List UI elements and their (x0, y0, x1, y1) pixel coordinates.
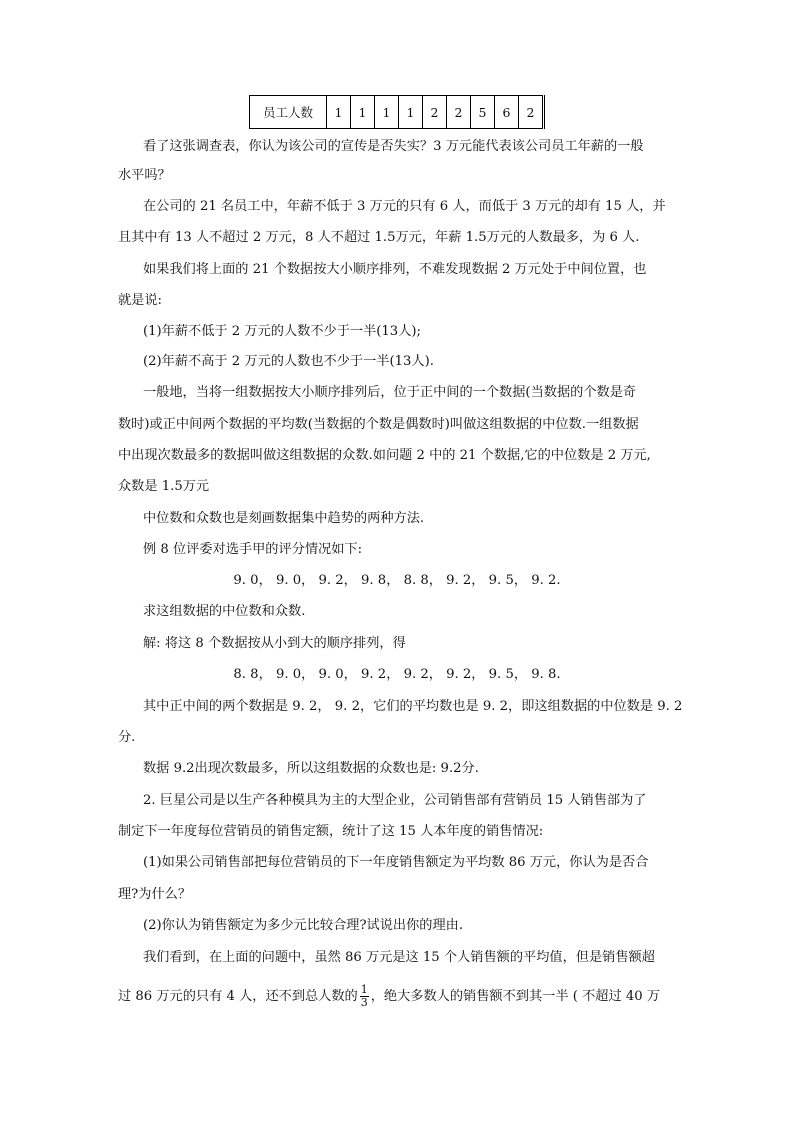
table-cell: 1 (375, 96, 399, 129)
paragraph-line (118, 984, 680, 1009)
sorted-score-list: 8. 8， 9. 0， 9. 0， 9. 2， 9. 2， 9. 2， 9. 5， 9. 8. (233, 667, 561, 682)
paragraph-line: 其中正中间的两个数据是 9. 2， 9. 2，它们的平均数也是 9. 2，即这组数据的中位数是 9. 2 (143, 699, 683, 714)
paragraph-line: 分. (118, 730, 136, 745)
employee-count-table (249, 95, 545, 129)
paragraph-line: 我们看到，在上面的问题中，虽然 86 万元是这 15 个人销售额的平均值，但是销售额超 (143, 950, 655, 965)
table-cell: 1 (351, 96, 375, 129)
text-span: ，绝大多数人的销售额不到其一半 ( 不超过 40 万 (370, 989, 661, 1004)
table-cell: 2 (423, 96, 447, 129)
paragraph-line: 且其中有 13 人不超过 2 万元，8 人不超过 1.5万元，年薪 1.5万元的人数最多，为 6 人. (118, 230, 640, 245)
fraction-numerator: 1 (360, 983, 368, 996)
paragraph-line: 数据 9.2出现次数最多，所以这组数据的众数也是: 9.2分. (143, 761, 479, 776)
score-list: 9. 0， 9. 0， 9. 2， 9. 8， 8. 8， 9. 2， 9. 5， 9. 2. (233, 573, 561, 588)
paragraph-line: 看了这张调查表，你认为该公司的宣传是否失实？3 万元能代表该公司员工年薪的一般 (143, 139, 644, 154)
paragraph-line: 众数是 1.5万元 (118, 479, 210, 494)
paragraph-line: 理?为什么？ (118, 887, 192, 902)
paragraph-line: 求这组数据的中位数和众数. (143, 604, 306, 619)
example-heading: 例 8 位评委对选手甲的评分情况如下: (143, 542, 363, 557)
paragraph-line: (2)你认为销售额定为多少元比较合理?试说出你的理由. (143, 918, 464, 933)
paragraph-line: 在公司的 21 名员工中，年薪不低于 3 万元的只有 6 人，而低于 3 万元的却有 15 人，并 (143, 199, 666, 214)
paragraph-line: 数时)或正中间两个数据的平均数(当数据的个数是偶数时)叫做这组数据的中位数.一组数据 (118, 417, 639, 432)
paragraph-line: 水平吗？ (118, 168, 171, 183)
table-row (250, 96, 544, 129)
paragraph-line: 如果我们将上面的 21 个数据按大小顺序排列，不难发现数据 2 万元处于中间位置，也 (143, 262, 647, 277)
table-cell: 2 (447, 96, 471, 129)
paragraph-line: 中位数和众数也是刻画数据集中趋势的两种方法. (143, 511, 425, 526)
paragraph-line: (2)年薪不高于 2 万元的人数也不少于一半(13人). (143, 354, 434, 369)
paragraph-line: 中出现次数最多的数据叫做这组数据的众数.如问题 2 中的 21 个数据,它的中位数是 2 万元, (118, 448, 651, 463)
table-cell: 5 (471, 96, 495, 129)
paragraph-line: 就是说: (118, 293, 163, 308)
paragraph-line: 一般地，当将一组数据按大小顺序排列后，位于正中间的一个数据(当数据的个数是奇 (143, 385, 637, 400)
fraction (360, 984, 369, 1009)
paragraph-line: (1)年薪不低于 2 万元的人数不少于一半(13人); (143, 324, 421, 339)
table-cell: 1 (327, 96, 351, 129)
table-cell: 6 (495, 96, 519, 129)
text-span: 过 86 万元的只有 4 人，还不到总人数的 (118, 989, 358, 1004)
paragraph-line: 2. 巨星公司是以生产各种模具为主的大型企业，公司销售部有营销员 15 人销售部为了 (143, 793, 647, 808)
paragraph-line: 制定下一年度每位营销员的销售定额，统计了这 15 人本年度的销售情况: (118, 824, 544, 839)
table-cell: 1 (399, 96, 423, 129)
paragraph-line: (1)如果公司销售部把每位营销员的下一年度销售额定为平均数 86 万元，你认为是否合 (143, 855, 649, 870)
table-header-cell: 员工人数 (250, 96, 327, 129)
solution-line: 解: 将这 8 个数据按从小到大的顺序排列，得 (143, 636, 406, 651)
table-cell: 2 (519, 96, 544, 129)
fraction-denominator: 3 (360, 996, 368, 1009)
